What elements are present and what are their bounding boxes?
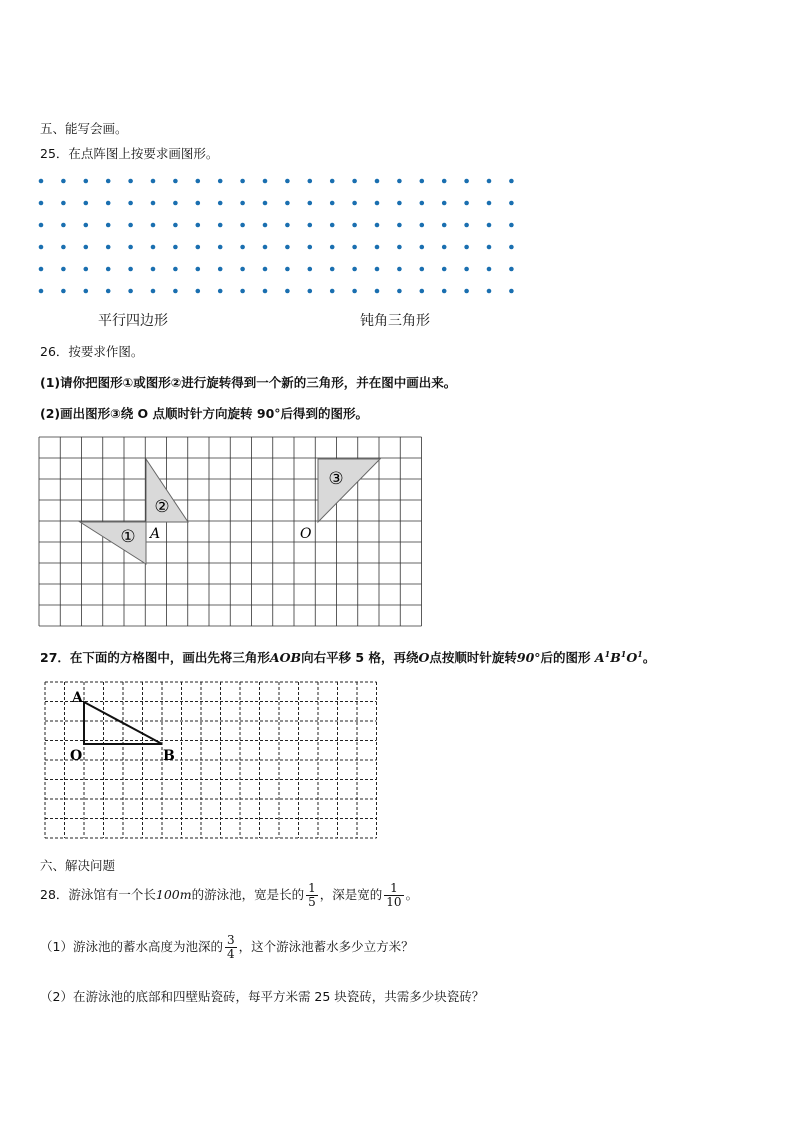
grid-dot (39, 289, 44, 294)
grid-dot (487, 201, 492, 206)
point-o-ref: O (418, 650, 430, 666)
grid-dot (240, 223, 245, 228)
grid-dot (106, 267, 111, 272)
grid-dot (464, 245, 469, 250)
grid-dot (128, 289, 133, 294)
point-a-label: A (150, 526, 161, 542)
grid-dot (375, 245, 380, 250)
dashed-grid-lines (45, 682, 377, 838)
grid-dot (106, 289, 111, 294)
grid-dot (375, 267, 380, 272)
grid-dot (218, 179, 223, 184)
grid-dot (285, 245, 290, 250)
grid-dot (509, 223, 514, 228)
grid-dot (196, 245, 201, 250)
grid-dot (263, 267, 268, 272)
grid-dot (151, 201, 156, 206)
grid-dot (464, 223, 469, 228)
grid-dot (375, 179, 380, 184)
grid-dot (420, 267, 425, 272)
grid-dot (509, 179, 514, 184)
grid-dot (173, 223, 178, 228)
shape-1-label: ① (120, 527, 136, 547)
section-heading-6: 六、解决问题 (40, 858, 116, 873)
grid-dot (308, 289, 313, 294)
fraction: $\frac{1}{10}$ (386, 881, 402, 909)
grid-dot (442, 245, 447, 250)
grid-dot (196, 223, 201, 228)
grid-dot (285, 223, 290, 228)
grid-dot (106, 245, 111, 250)
grid-dot (39, 201, 44, 206)
grid-dot (330, 267, 335, 272)
grid-dot (240, 267, 245, 272)
grid-dot (397, 289, 402, 294)
grid-dot (487, 179, 492, 184)
grid-dot (285, 201, 290, 206)
vertex-o-label: O (70, 748, 83, 764)
grid-dot (352, 289, 357, 294)
grid-dot (487, 267, 492, 272)
grid-dot (84, 245, 89, 250)
parallelogram-label: 平行四边形 (98, 313, 168, 329)
grid-dot (39, 223, 44, 228)
grid-dot (420, 245, 425, 250)
question-27-text: 27．在下面的方格图中，画出先将三角形AOB向右平移 5 格，再绕O点按顺时针旋转90°后的图形 $A^1B^1O^1$。 (40, 649, 656, 666)
grid-dot (464, 267, 469, 272)
vertex-a-label: A (72, 690, 83, 706)
grid-dot (128, 201, 133, 206)
grid-dot (420, 179, 425, 184)
grid-dot (151, 223, 156, 228)
shape-3-label: ③ (328, 469, 344, 489)
grid-dot (509, 289, 514, 294)
grid-dot (61, 179, 66, 184)
grid-dot (218, 245, 223, 250)
translation-grid (38, 678, 384, 846)
grid-dot (397, 245, 402, 250)
grid-dot (84, 289, 89, 294)
grid-dot (375, 201, 380, 206)
grid-dot (173, 245, 178, 250)
grid-dot (128, 179, 133, 184)
grid-dot (61, 201, 66, 206)
shape-2-label: ② (154, 497, 170, 517)
grid-dot (330, 179, 335, 184)
grid-dot (487, 223, 492, 228)
grid-dot (173, 201, 178, 206)
grid-dot (106, 179, 111, 184)
fraction: $\frac{3}{4}$ (226, 933, 235, 961)
grid-dot (173, 267, 178, 272)
grid-dot (218, 223, 223, 228)
triangle-shape-1 (80, 522, 146, 564)
grid-dot (308, 223, 313, 228)
grid-dot (420, 289, 425, 294)
grid-dot (397, 179, 402, 184)
question-28-sub2: （2）在游泳池的底部和四壁贴瓷砖，每平方米需 25 块瓷砖，共需多少块瓷砖？ (40, 989, 485, 1004)
grid-dot (196, 267, 201, 272)
grid-dot (39, 245, 44, 250)
grid-dot (84, 179, 89, 184)
grid-dot (330, 201, 335, 206)
grid-dot (330, 223, 335, 228)
grid-dot (330, 289, 335, 294)
grid-dot (151, 245, 156, 250)
grid-dot (61, 223, 66, 228)
grid-dot (39, 267, 44, 272)
grid-dot (397, 267, 402, 272)
grid-dot (106, 201, 111, 206)
grid-dot (509, 245, 514, 250)
grid-dot (397, 201, 402, 206)
grid-dot (464, 179, 469, 184)
grid-dot (173, 179, 178, 184)
triangle-name: AOB (269, 650, 302, 666)
grid-dot (375, 223, 380, 228)
result-figure-name: $A^1B^1O^1$ (594, 649, 643, 666)
grid-dot (420, 223, 425, 228)
grid-dot (397, 223, 402, 228)
grid-dot (128, 245, 133, 250)
grid-dot (218, 267, 223, 272)
grid-dot (442, 289, 447, 294)
grid-dot (352, 223, 357, 228)
rotation-grid (38, 435, 424, 631)
grid-dot (218, 201, 223, 206)
grid-dot (420, 201, 425, 206)
grid-dot (151, 179, 156, 184)
grid-dot (308, 245, 313, 250)
grid-dot (106, 223, 111, 228)
question-26-text: 26．按要求作图。 (40, 344, 144, 359)
grid-dot (61, 289, 66, 294)
grid-dot (240, 179, 245, 184)
grid-dot (285, 179, 290, 184)
grid-dot (442, 201, 447, 206)
grid-dot (464, 201, 469, 206)
grid-dot (442, 179, 447, 184)
grid-dot (285, 267, 290, 272)
grid-dot (487, 289, 492, 294)
grid-dot (151, 267, 156, 272)
grid-dot (442, 267, 447, 272)
grid-dot (84, 201, 89, 206)
grid-dot (263, 289, 268, 294)
obtuse-triangle-label: 钝角三角形 (360, 313, 430, 329)
question-26-sub2: (2)画出图形③绕 O 点顺时针方向旋转 90°后得到的图形。 (40, 406, 369, 421)
grid-dot (240, 245, 245, 250)
grid-dot (375, 289, 380, 294)
grid-dot (352, 267, 357, 272)
grid-dot (263, 245, 268, 250)
question-28-text: 28．游泳馆有一个长100m的游泳池，宽是长的 $\frac{1}{5}$ ，深是宽的 $\frac{1}{10}$ 。 (40, 881, 419, 909)
grid-dot (509, 201, 514, 206)
grid-dot (240, 289, 245, 294)
grid-dot (196, 201, 201, 206)
grid-dot (330, 245, 335, 250)
fraction: $\frac{1}{5}$ (308, 881, 316, 909)
grid-dot (263, 179, 268, 184)
grid-dot (196, 179, 201, 184)
grid-dot (263, 223, 268, 228)
grid-dot (240, 201, 245, 206)
grid-dot (61, 245, 66, 250)
grid-dot (308, 179, 313, 184)
question-28-sub1: （1）游泳池的蓄水高度为池深的 $\frac{3}{4}$ ，这个游泳池蓄水多少立方米？ (40, 933, 414, 961)
triangle-shape-3 (318, 459, 380, 522)
grid-dot (308, 201, 313, 206)
section-heading: 五、能写会画。 (40, 121, 128, 136)
vertex-b-label: B (163, 748, 175, 764)
grid-dot (128, 223, 133, 228)
grid-dot (39, 179, 44, 184)
grid-dot (61, 267, 66, 272)
grid-dot (196, 289, 201, 294)
grid-dot (352, 245, 357, 250)
grid-dot (84, 267, 89, 272)
grid-dot (308, 267, 313, 272)
grid-dot (263, 201, 268, 206)
grid-dot (464, 289, 469, 294)
grid-dot (509, 267, 514, 272)
grid-dot (173, 289, 178, 294)
grid-dot (218, 289, 223, 294)
question-26-sub1: (1)请你把图形①或图形②进行旋转得到一个新的三角形，并在图中画出来。 (40, 375, 457, 390)
question-25-text: 25．在点阵图上按要求画图形。 (40, 146, 219, 161)
grid-dot (352, 179, 357, 184)
grid-dot (352, 201, 357, 206)
grid-dot (84, 223, 89, 228)
grid-dot (128, 267, 133, 272)
dot-grid (30, 170, 520, 300)
grid-dot (442, 223, 447, 228)
grid-dot (487, 245, 492, 250)
grid-dot (285, 289, 290, 294)
grid-dot (151, 289, 156, 294)
point-o-label: O (300, 526, 312, 542)
